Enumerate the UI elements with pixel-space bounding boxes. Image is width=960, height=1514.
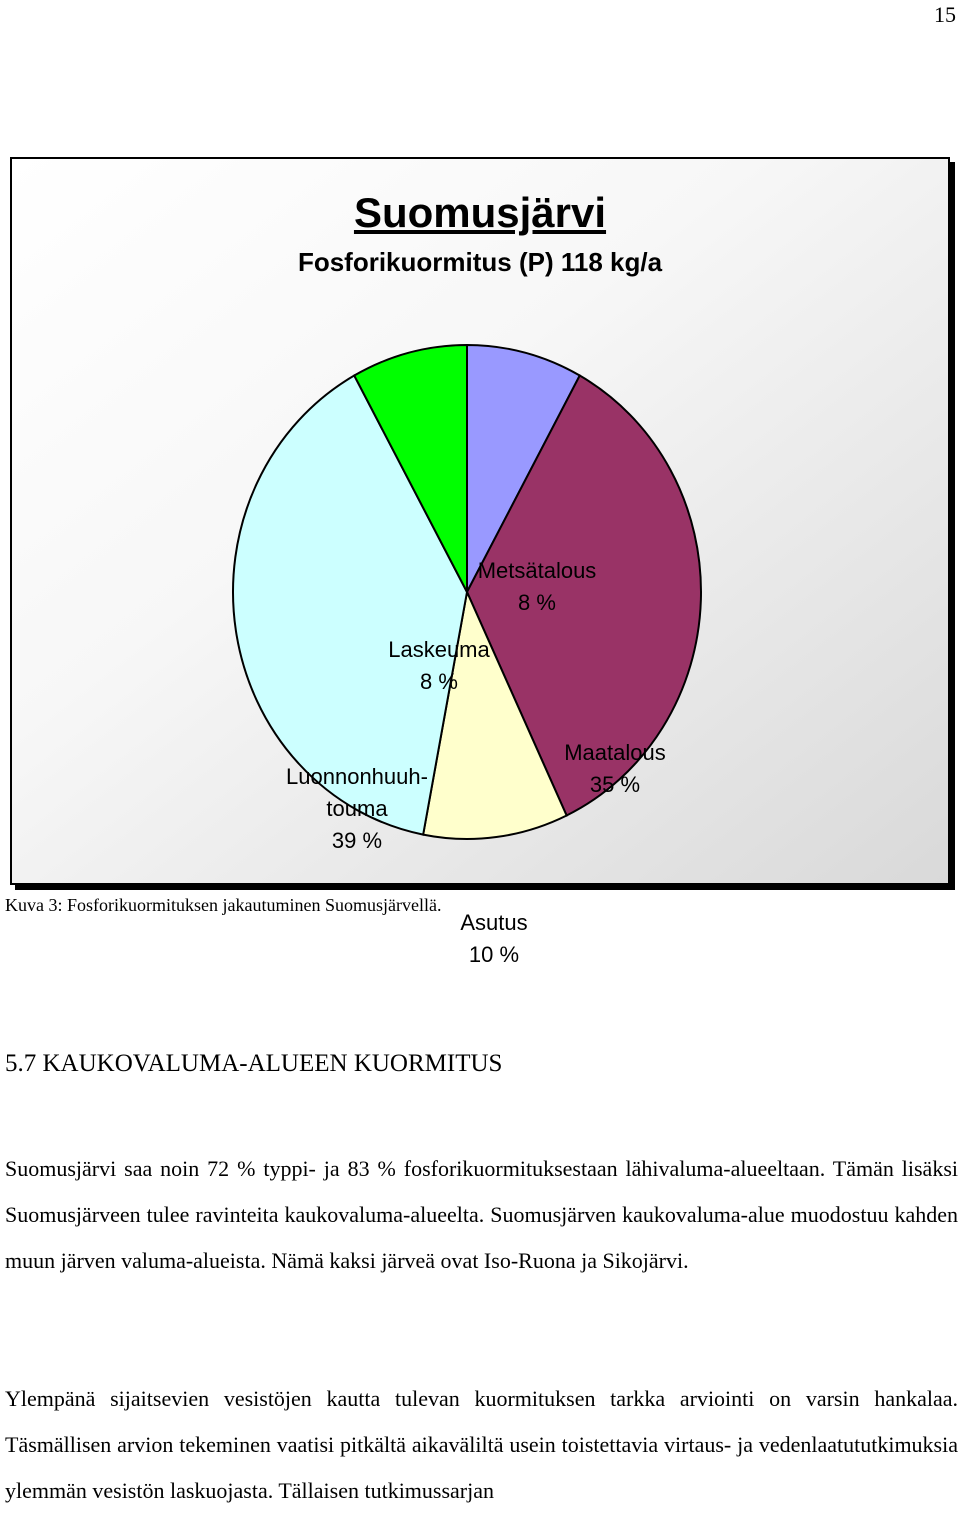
paragraph-2: Ylempänä sijaitsevien vesistöjen kautta tulevan kuormituksen tarkka arviointi on varsin hankalaa. Täsmällisen arvion tekeminen vaatisi pitkältä aikaväliltä usein toistettavia virtaus- ja vedenlaatututkimuksia ylemmän vesistön laskuojasta. Tällaisen tutkimussarjan <box>5 1386 958 1503</box>
chart-subtitle: Fosforikuormitus (P) 118 kg/a <box>297 247 663 277</box>
pie-label-1: Maatalous 35 % <box>564 740 666 797</box>
section-heading: 5.7 KAUKOVALUMA-ALUEEN KUORMITUS <box>5 1050 503 1077</box>
pie-label-2: Asutus 10 % <box>460 910 528 967</box>
figure-caption: Kuva 3: Fosforikuormituksen jakautuminen Suomusjärvellä. <box>5 895 442 915</box>
page-number: 15 <box>934 2 956 27</box>
chart-title: Suomusjärvi <box>353 189 607 236</box>
pie-label-0: Metsätalous 8 % <box>477 558 597 615</box>
pie-label-4: Laskeuma 8 % <box>388 637 490 694</box>
pie-label-3: Luonnonhuuh-touma 39 % <box>286 764 428 853</box>
paragraph-1: Suomusjärvi saa noin 72 % typpi- ja 83 % fosforikuormituksestaan lähivaluma-alueeltaan. Tämän lisäksi Suomusjärveen tulee ravinteita kaukovaluma-alueelta. Suomusjärven kaukovaluma-alue muodostuu kahden muun järven valuma-alueista. Nämä kaksi järveä ovat Iso-Ruona ja Sikojärvi. <box>5 1156 958 1273</box>
